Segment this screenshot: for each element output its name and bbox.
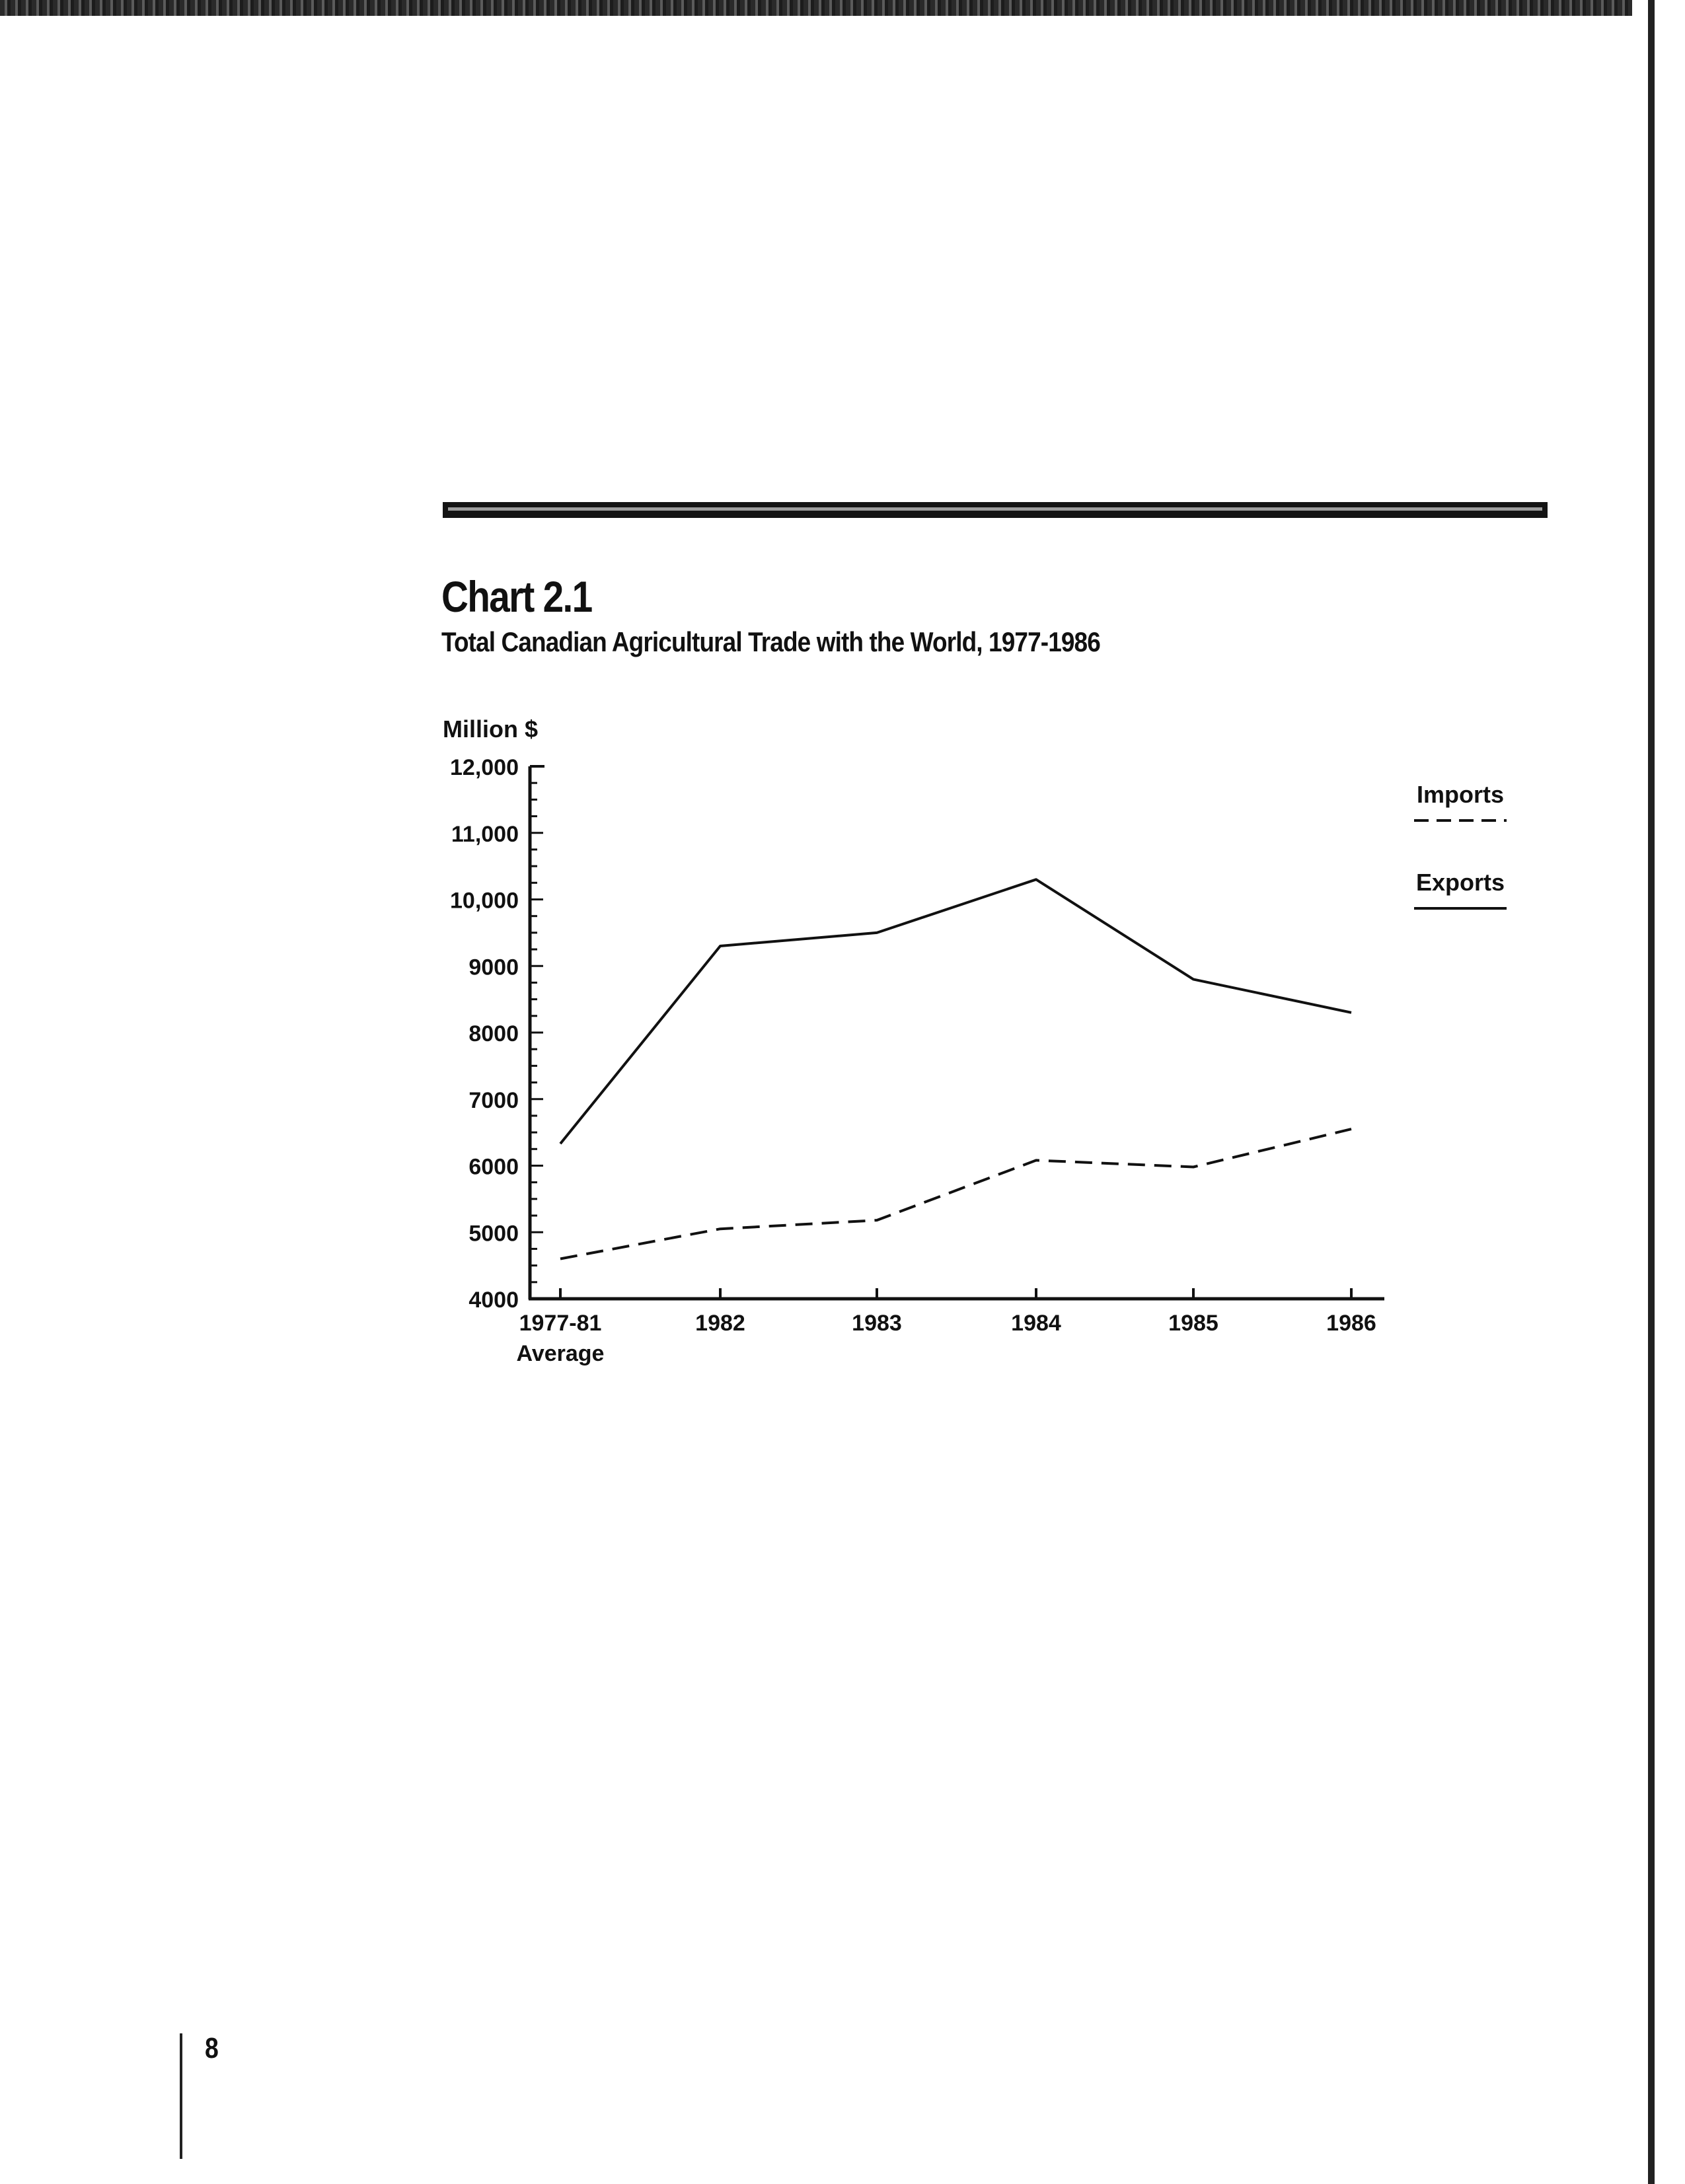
y-tick-label: 7000 — [468, 1087, 519, 1113]
y-tick-label: 9000 — [468, 955, 519, 980]
x-tick-label: 1983 — [852, 1311, 902, 1336]
axes — [529, 766, 1384, 1299]
y-tick-label: 8000 — [468, 1021, 519, 1046]
y-tick-label: 12,000 — [450, 755, 519, 780]
series-line-exports — [560, 879, 1351, 1144]
y-tick-label: 5000 — [468, 1221, 519, 1247]
chart-label: Chart 2.1 — [441, 572, 592, 621]
x-tick-label: 1977-81 — [519, 1311, 602, 1336]
x-tick-label: 1984 — [1011, 1311, 1061, 1336]
series-line-imports — [560, 1129, 1351, 1258]
y-tick-label: 4000 — [468, 1288, 519, 1313]
x-tick-label: 1986 — [1326, 1311, 1376, 1336]
x-tick-label: 1982 — [695, 1311, 745, 1336]
x-tick-label-line2: Average — [516, 1341, 605, 1366]
legend — [1414, 781, 1507, 908]
x-tick-label: 1985 — [1168, 1311, 1218, 1336]
y-tick-label: 6000 — [468, 1154, 519, 1180]
y-tick-label: 11,000 — [451, 821, 519, 847]
y-axis-label: Million $ — [443, 715, 538, 743]
series-lines — [560, 879, 1351, 1258]
legend-label-exports: Exports — [1415, 869, 1505, 896]
y-tick-label: 10,000 — [450, 888, 519, 914]
chart-subtitle: Total Canadian Agricultural Trade with the World, 1977-1986 — [441, 626, 1100, 657]
margin-bar — [180, 2033, 182, 2159]
page-number: 8 — [205, 2032, 219, 2064]
legend-label-imports: Imports — [1416, 781, 1505, 808]
